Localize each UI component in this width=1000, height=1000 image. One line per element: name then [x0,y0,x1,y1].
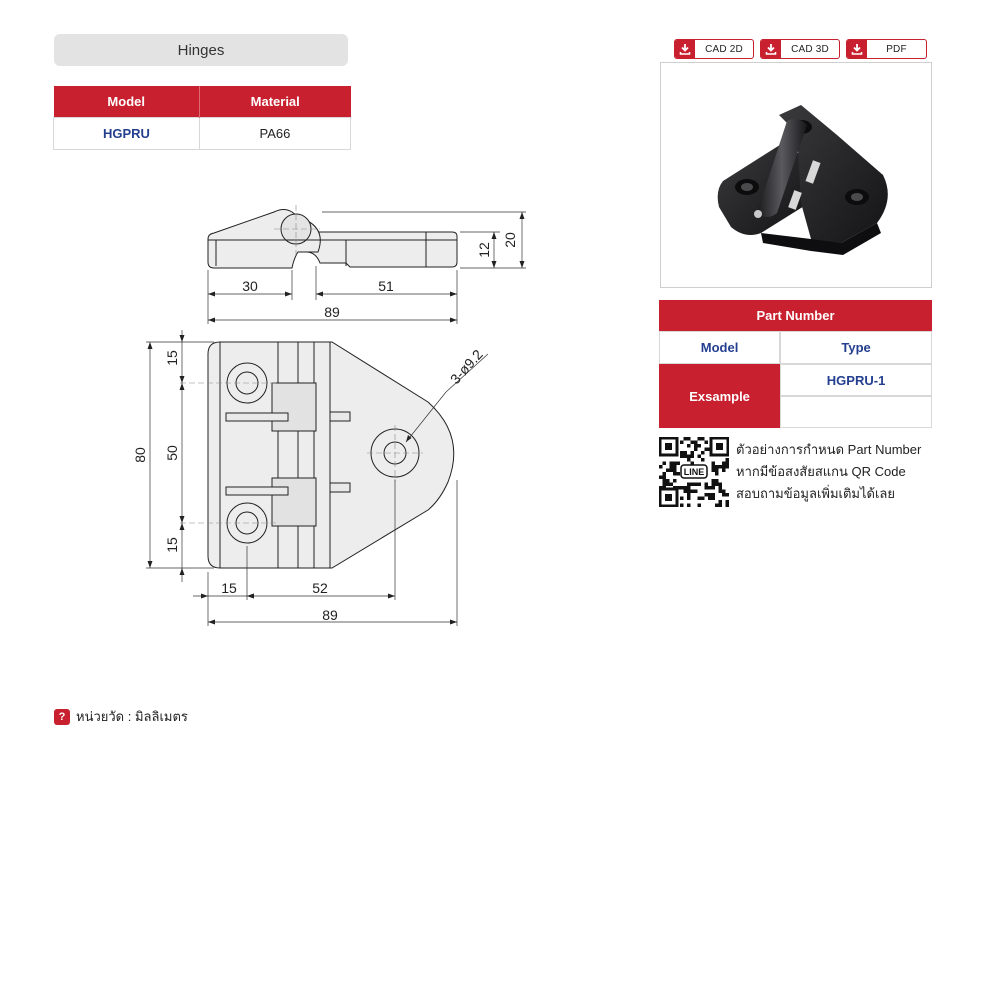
spec-header-material: Material [199,86,350,118]
download-icon [761,40,781,58]
dim-top-15-lower: 15 [164,537,180,553]
part-number-col-type: Type [780,331,932,364]
spec-header-model: Model [54,86,200,118]
pdf-download-button[interactable] [846,39,927,59]
dim-top-80: 80 [132,447,148,463]
dim-side-30: 30 [242,278,258,294]
qr-code[interactable] [659,437,729,507]
pdf-label: PDF [886,43,907,55]
cad-2d-download-button[interactable] [674,39,754,59]
category-title: Hinges [54,34,348,66]
qr-line-1: ตัวอย่างการกำหนด Part Number [736,442,922,457]
unit-note-text: หน่วยวัด : มิลลิเมตร [76,709,188,724]
part-number-table [659,300,932,428]
qr-line-2: หากมีข้อสงสัยสแกน QR Code [736,464,906,479]
dim-top-15-bottom: 15 [221,580,237,596]
part-number-empty-cell [780,396,932,428]
qr-instructions [736,439,921,505]
cad-3d-label: CAD 3D [791,43,829,55]
qr-line-3: สอบถามข้อมูลเพิ่มเติมได้เลย [736,486,896,501]
download-icon [675,40,695,58]
dim-side-89: 89 [324,304,340,320]
line-logo-text: LINE [683,467,705,477]
spec-model-value[interactable]: HGPRU [54,118,200,150]
download-icon [847,40,867,58]
question-icon: ? [54,709,70,725]
part-number-example-value[interactable]: HGPRU-1 [780,364,932,396]
dim-top-52: 52 [312,580,328,596]
dim-side-20: 20 [502,232,518,248]
dim-side-12: 12 [476,242,492,258]
dim-top-89: 89 [322,607,338,623]
product-photo [660,62,932,288]
spec-material-value: PA66 [199,118,350,150]
part-number-col-model: Model [659,331,780,364]
dim-top-15-upper: 15 [164,350,180,366]
dim-hole-diameter: 3-ø9.2 [446,346,486,388]
part-number-example-label: Exsample [659,364,780,428]
technical-drawing [0,0,640,690]
part-number-title: Part Number [659,300,932,331]
dim-side-51: 51 [378,278,394,294]
cad-2d-label: CAD 2D [705,43,743,55]
cad-3d-download-button[interactable] [760,39,840,59]
dim-top-50: 50 [164,445,180,461]
unit-note [54,706,188,727]
